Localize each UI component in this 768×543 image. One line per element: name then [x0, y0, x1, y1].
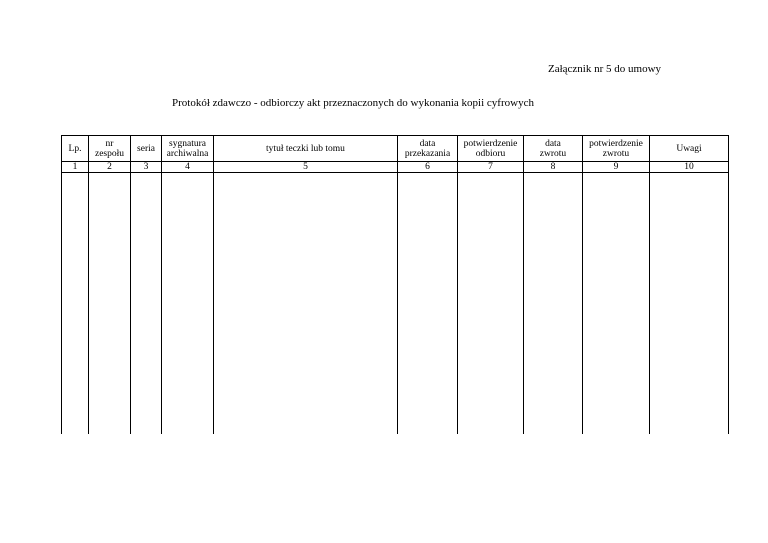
- column-number: 6: [398, 162, 458, 173]
- entry-cell: [650, 173, 729, 435]
- annex-label: Załącznik nr 5 do umowy: [548, 63, 662, 75]
- column-number: 5: [214, 162, 398, 173]
- column-number: 9: [583, 162, 650, 173]
- column-number: 1: [62, 162, 89, 173]
- header-seria: seria: [131, 136, 162, 162]
- column-number: 8: [524, 162, 583, 173]
- entry-cell: [214, 173, 398, 435]
- header-potwierdzenie-odbioru: potwierdzenie odbioru: [458, 136, 524, 162]
- protocol-table: [61, 135, 729, 434]
- header-data-zwrotu: data zwrotu: [524, 136, 583, 162]
- entry-cell: [62, 173, 89, 435]
- header-row: [62, 136, 729, 162]
- column-number: 4: [162, 162, 214, 173]
- entry-cell: [524, 173, 583, 435]
- entry-cell: [583, 173, 650, 435]
- entry-cell: [131, 173, 162, 435]
- document-title: Protokół zdawczo - odbiorczy akt przeznaczonych do wykonania kopii cyfrowych: [172, 97, 534, 109]
- entry-cell: [398, 173, 458, 435]
- entry-cell: [162, 173, 214, 435]
- column-number: 10: [650, 162, 729, 173]
- column-number: 2: [89, 162, 131, 173]
- column-number: 7: [458, 162, 524, 173]
- header-sygnatura: sygnatura archiwalna: [162, 136, 214, 162]
- header-nr-zespolu: nr zespołu: [89, 136, 131, 162]
- empty-entry-area: [62, 173, 729, 435]
- header-lp: Lp.: [62, 136, 89, 162]
- column-number: 3: [131, 162, 162, 173]
- header-uwagi: Uwagi: [650, 136, 729, 162]
- header-potwierdzenie-zwrotu: potwierdzenie zwrotu: [583, 136, 650, 162]
- entry-cell: [458, 173, 524, 435]
- header-tytul: tytuł teczki lub tomu: [214, 136, 398, 162]
- column-number-row: [62, 162, 729, 173]
- header-data-przekazania: data przekazania: [398, 136, 458, 162]
- entry-cell: [89, 173, 131, 435]
